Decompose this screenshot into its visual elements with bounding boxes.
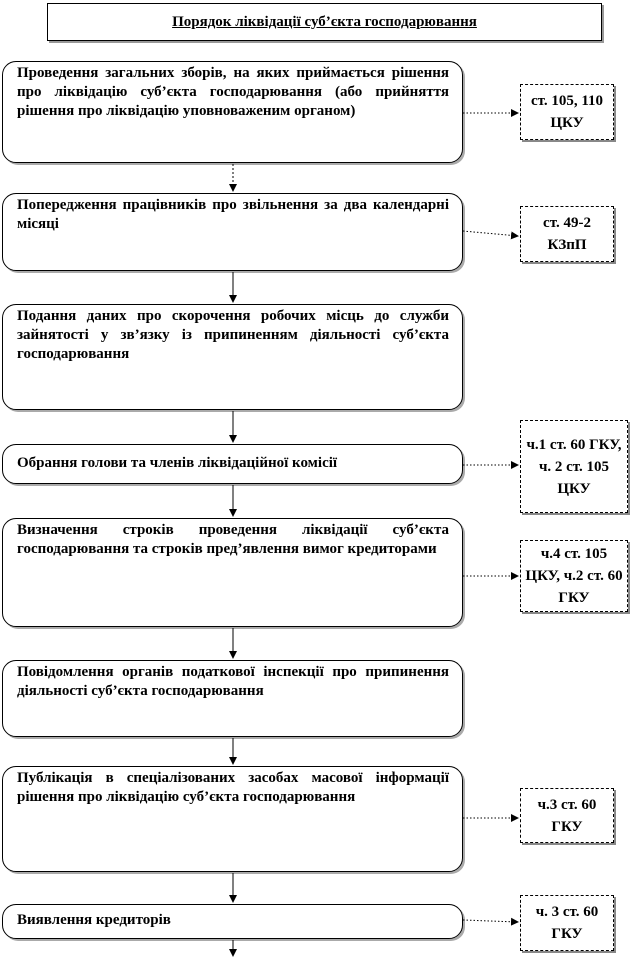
ref-arrow-2: [463, 231, 518, 236]
step-warn-employees-label: Попередження працівників про звільнення за два календарні місяці: [17, 197, 449, 232]
ref-box-4-label: ч.4 ст. 105 ЦКУ, ч.2 ст. 60 ГКУ: [525, 546, 623, 606]
step-publication: [2, 766, 463, 872]
ref-box-4: [520, 540, 628, 612]
ref-box-1: [520, 84, 614, 140]
step-general-meeting-label: Проведення загальних зборів, на яких приймається рішення про ліквідацію суб’єкта господарювання (або прийняття рішення про ліквідацію уповноваженим органом): [17, 65, 449, 119]
step-notify-tax: [2, 660, 463, 737]
ref-box-5-label: ч.3 ст. 60 ГКУ: [537, 796, 597, 835]
step-publication-label: Публікація в спеціалізованих засобах масової інформації рішення про ліквідацію суб’єкта господарювання: [17, 770, 449, 805]
step-define-terms-label: Визначення строків проведення ліквідації суб’єкта господарювання та строків пред’явлення вимог кредиторами: [17, 522, 449, 557]
diagram-title: Порядок ліквідації суб’єкта господарювання: [47, 3, 602, 41]
step-liquidation-commission: [2, 444, 463, 484]
step-identify-creditors-label: Виявлення кредиторів: [17, 912, 171, 928]
ref-box-5: [520, 788, 614, 843]
ref-box-6-label: ч. 3 ст. 60 ГКУ: [535, 904, 599, 942]
ref-box-3: [520, 420, 628, 513]
ref-box-2: [520, 206, 614, 262]
step-warn-employees: [2, 193, 463, 271]
ref-box-3-label: ч.1 ст. 60 ГКУ, ч. 2 ст. 105 ЦКУ: [526, 436, 622, 497]
step-identify-creditors: [2, 904, 463, 939]
step-employment-service-label: Подання даних про скорочення робочих місць до служби зайнятості у зв’язку із припиненням діяльності суб’єкта господарювання: [17, 308, 449, 362]
step-general-meeting: [2, 61, 463, 163]
ref-box-1-label: ст. 105, 110 ЦКУ: [530, 93, 604, 131]
step-notify-tax-label: Повідомлення органів податкової інспекції про припинення діяльності суб’єкта господарювання: [17, 664, 449, 699]
step-define-terms: [2, 518, 463, 627]
ref-box-2-label: ст. 49-2 КЗпП: [543, 215, 591, 253]
step-employment-service: [2, 304, 463, 410]
step-liquidation-commission-label: Обрання голови та членів ліквідаційної комісії: [17, 454, 338, 471]
ref-box-6: [520, 895, 614, 951]
ref-arrow-6: [463, 920, 518, 922]
